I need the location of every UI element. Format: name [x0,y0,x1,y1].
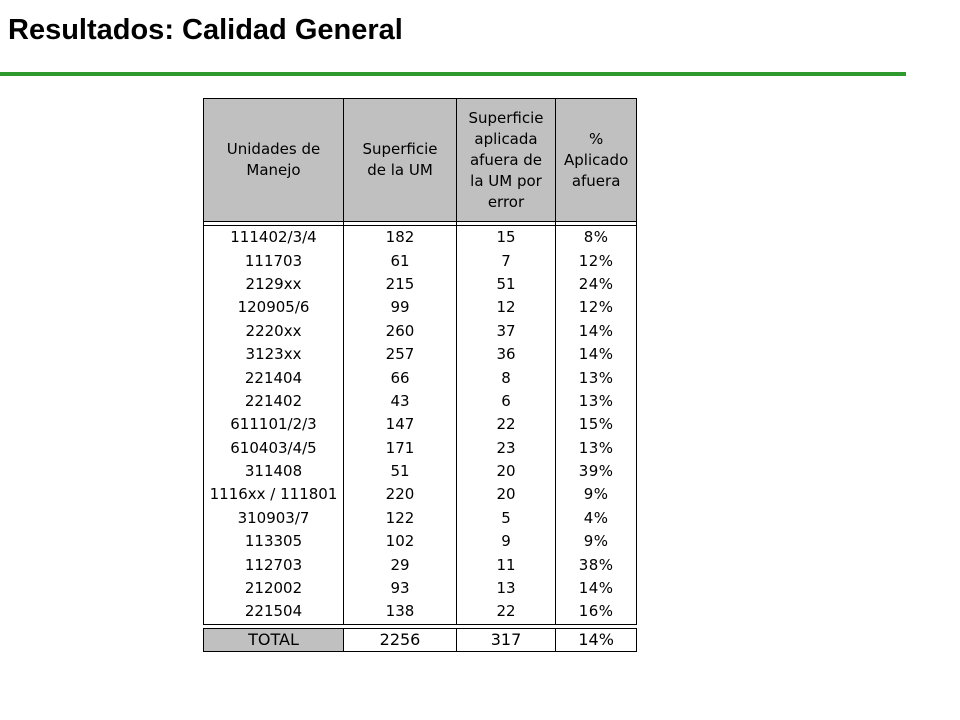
table-row [204,460,637,483]
cell-superficie: 51 [344,460,457,483]
cell-aplicada-afuera: 22 [457,600,556,624]
cell-aplicada-afuera: 36 [457,343,556,366]
cell-superficie: 102 [344,530,457,553]
table-row [204,483,637,506]
cell-unidad: 2220xx [204,320,344,343]
cell-superficie: 171 [344,437,457,460]
table-row [204,553,637,576]
results-table-container [203,98,637,652]
cell-aplicada-afuera: 13 [457,577,556,600]
cell-unidad: 311408 [204,460,344,483]
cell-unidad: 112703 [204,553,344,576]
header-superficie-um: Superficie de la UM [344,99,457,222]
cell-unidad: 611101/2/3 [204,413,344,436]
cell-porcentaje: 16% [556,600,637,624]
cell-unidad: 310903/7 [204,507,344,530]
cell-porcentaje: 15% [556,413,637,436]
cell-superficie: 182 [344,226,457,250]
cell-unidad: 221402 [204,390,344,413]
cell-aplicada-afuera: 7 [457,249,556,272]
cell-porcentaje: 39% [556,460,637,483]
cell-aplicada-afuera: 51 [457,273,556,296]
cell-unidad: 221504 [204,600,344,624]
cell-aplicada-afuera: 23 [457,437,556,460]
cell-aplicada-afuera: 12 [457,296,556,319]
cell-superficie: 215 [344,273,457,296]
total-superficie: 2256 [344,628,457,651]
cell-aplicada-afuera: 8 [457,366,556,389]
table-row [204,437,637,460]
page-title: Resultados: Calidad General [8,14,403,46]
cell-unidad: 610403/4/5 [204,437,344,460]
cell-superficie: 93 [344,577,457,600]
cell-porcentaje: 14% [556,320,637,343]
cell-superficie: 260 [344,320,457,343]
cell-porcentaje: 14% [556,343,637,366]
cell-aplicada-afuera: 5 [457,507,556,530]
cell-unidad: 221404 [204,366,344,389]
table-row [204,296,637,319]
table-row [204,530,637,553]
table-row [204,366,637,389]
cell-unidad: 113305 [204,530,344,553]
cell-porcentaje: 38% [556,553,637,576]
cell-aplicada-afuera: 20 [457,460,556,483]
table-row [204,577,637,600]
cell-unidad: 111402/3/4 [204,226,344,250]
cell-porcentaje: 12% [556,249,637,272]
cell-porcentaje: 14% [556,577,637,600]
cell-superficie: 29 [344,553,457,576]
total-row [204,628,637,651]
cell-superficie: 147 [344,413,457,436]
total-label: TOTAL [204,628,344,651]
header-row [204,99,637,222]
cell-superficie: 138 [344,600,457,624]
cell-superficie: 220 [344,483,457,506]
cell-unidad: 111703 [204,249,344,272]
cell-superficie: 43 [344,390,457,413]
cell-aplicada-afuera: 37 [457,320,556,343]
cell-superficie: 122 [344,507,457,530]
cell-unidad: 1116xx / 111801 [204,483,344,506]
cell-porcentaje: 9% [556,530,637,553]
cell-porcentaje: 24% [556,273,637,296]
results-table [203,98,637,652]
table-row [204,600,637,624]
table-row [204,226,637,250]
cell-porcentaje: 13% [556,437,637,460]
cell-unidad: 212002 [204,577,344,600]
table-row [204,249,637,272]
cell-superficie: 257 [344,343,457,366]
cell-aplicada-afuera: 22 [457,413,556,436]
table-row [204,507,637,530]
header-porcentaje-aplicado-afuera: % Aplicado afuera [556,99,637,222]
cell-superficie: 99 [344,296,457,319]
cell-porcentaje: 4% [556,507,637,530]
cell-aplicada-afuera: 20 [457,483,556,506]
cell-unidad: 3123xx [204,343,344,366]
table-row [204,273,637,296]
table-row [204,320,637,343]
cell-unidad: 2129xx [204,273,344,296]
cell-aplicada-afuera: 15 [457,226,556,250]
header-unidades-de-manejo: Unidades de Manejo [204,99,344,222]
cell-porcentaje: 9% [556,483,637,506]
cell-porcentaje: 12% [556,296,637,319]
cell-superficie: 66 [344,366,457,389]
title-divider [0,72,906,76]
cell-porcentaje: 8% [556,226,637,250]
total-aplicada-afuera: 317 [457,628,556,651]
cell-porcentaje: 13% [556,390,637,413]
table-row [204,413,637,436]
header-superficie-aplicada-afuera: Superficie aplicada afuera de la UM por error [457,99,556,222]
cell-superficie: 61 [344,249,457,272]
table-row [204,343,637,366]
cell-aplicada-afuera: 11 [457,553,556,576]
cell-unidad: 120905/6 [204,296,344,319]
total-porcentaje: 14% [556,628,637,651]
cell-porcentaje: 13% [556,366,637,389]
cell-aplicada-afuera: 6 [457,390,556,413]
table-row [204,390,637,413]
cell-aplicada-afuera: 9 [457,530,556,553]
